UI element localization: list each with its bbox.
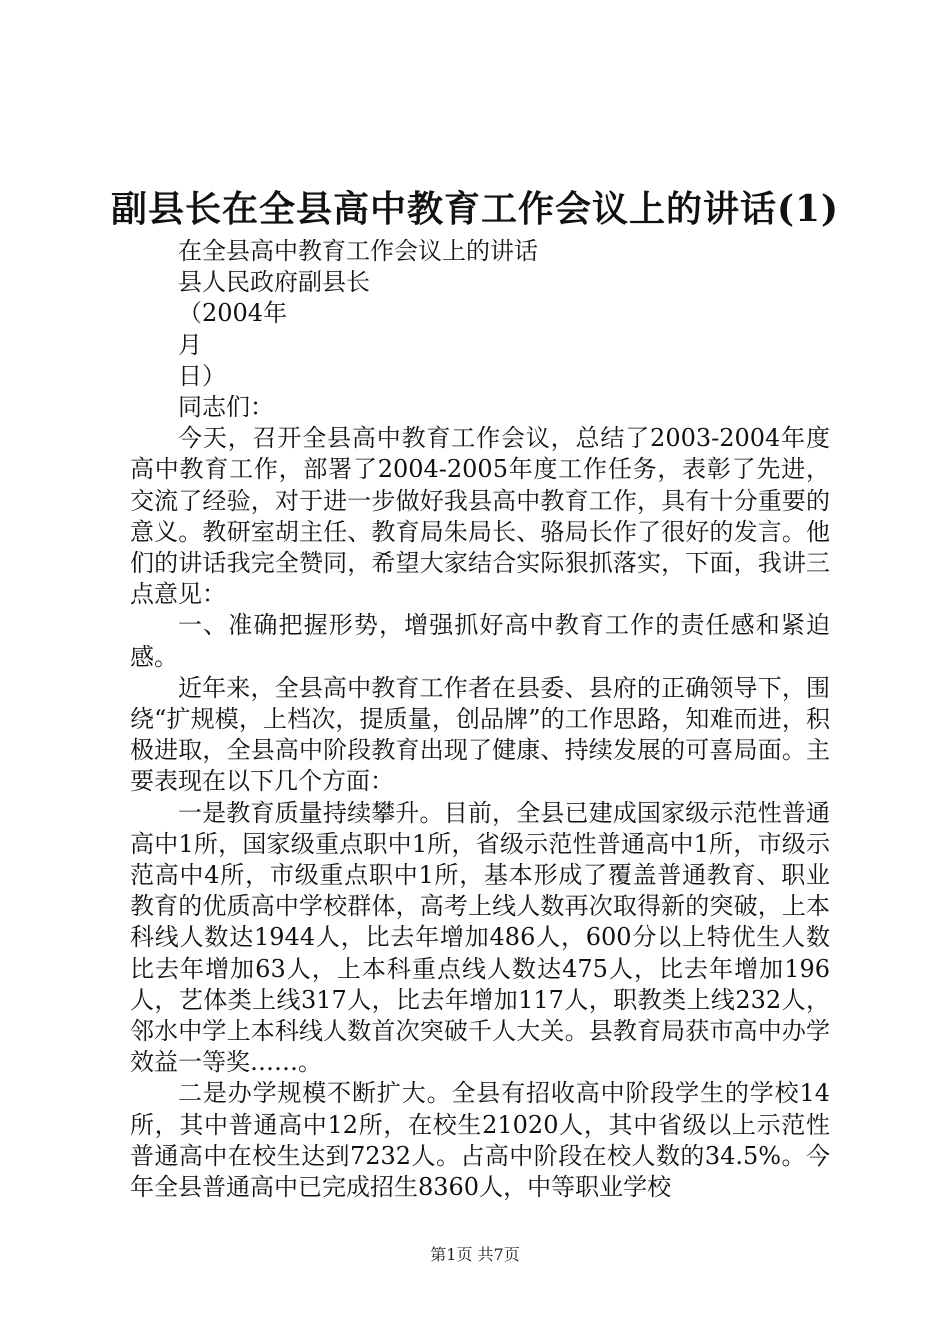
date-year-line: （2004年	[178, 299, 288, 328]
subtitle-line: 在全县高中教育工作会议上的讲话	[178, 237, 538, 265]
page-footer: 第1页 共7页	[430, 1245, 520, 1264]
salutation-line: 同志们：	[178, 392, 274, 421]
paragraph-section-one-heading: 一、准确把握形势，增强抓好高中教育工作的责任感和紧迫感。	[130, 611, 830, 671]
document-title: 副县长在全县高中教育工作会议上的讲话(1)	[110, 188, 840, 230]
paragraph-quality: 一是教育质量持续攀升。目前，全县已建成国家级示范性普通高中1所，国家级重点职中1所，省级示范性普通高中1所，市级示范高中4所，市级重点职中1所，基本形成了覆盖普通教育、职业教育的优质高中学校群体，高考上线人数再次取得新的突破，上本科线人数达1944人，比去年增加486人，600分以上特优生人数比去年增加63人，上本科重点线人数达475人，比去年增加196人，艺体类上线317人，比去年增加117人，职教类上线232人，邻水中学上本科线人数首次突破千人大关。县教育局获市高中办学效益一等奖……。	[130, 798, 830, 1077]
paragraph-intro: 今天，召开全县高中教育工作会议，总结了2003-2004年度高中教育工作，部署了2004-2005年度工作任务，表彰了先进，交流了经验，对于进一步做好我县高中教育工作，具有十分重要的意义。教研室胡主任、教育局朱局长、骆局长作了很好的发言。他们的讲话我完全赞同，希望大家结合实际狠抓落实，下面，我讲三点意见：	[130, 424, 830, 609]
paragraph-recent-years: 近年来，全县高中教育工作者在县委、县府的正确领导下，围绕“扩规模，上档次，提质量，创品牌”的工作思路，知难而进，积极进取，全县高中阶段教育出现了健康、持续发展的可喜局面。主要表现在以下几个方面：	[130, 673, 830, 796]
paragraph-scale: 二是办学规模不断扩大。全县有招收高中阶段学生的学校14所，其中普通高中12所，在校生21020人，其中省级以上示范性普通高中在校生达到7232人。占高中阶段在校人数的34.5%。今年全县普通高中已完成招生8360人，中等职业学校	[130, 1079, 830, 1201]
speaker-line: 县人民政府副县长	[178, 268, 370, 297]
date-month-line: 月	[178, 330, 202, 359]
date-day-line: 日）	[178, 361, 226, 390]
document-body	[130, 236, 830, 1203]
